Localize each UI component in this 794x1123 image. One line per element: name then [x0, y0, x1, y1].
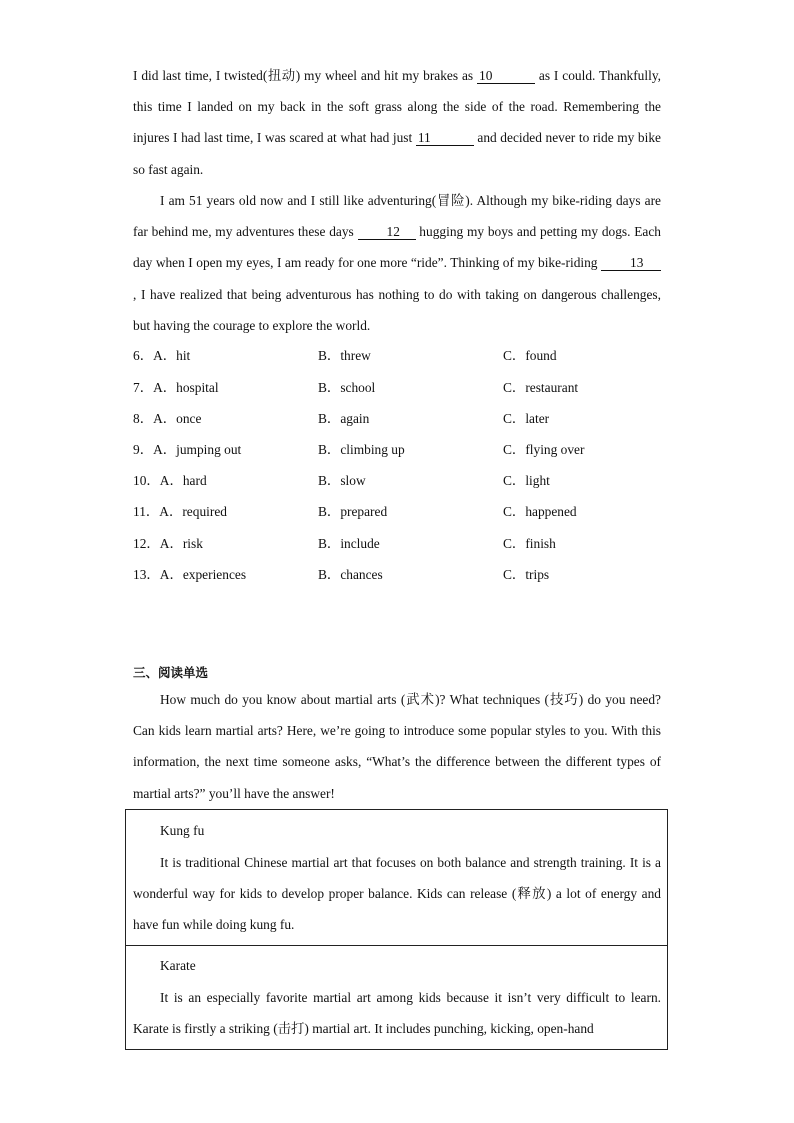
option-row-12 — [133, 532, 663, 556]
option-row-10 — [133, 469, 663, 493]
option-c[interactable]: C．found — [503, 348, 557, 363]
option-a[interactable]: 9．A．jumping out — [133, 442, 242, 457]
option-c[interactable]: C．finish — [503, 536, 556, 551]
option-a[interactable]: 7．A．hospital — [133, 380, 219, 395]
passage-text: , I have realized that being adventurous has nothing to do with taking on dangerous challenges, but having the courage to explore the world. — [133, 286, 661, 333]
option-b[interactable]: B．slow — [318, 473, 366, 488]
option-c[interactable]: C．restaurant — [503, 380, 579, 395]
option-row-7 — [133, 376, 663, 400]
passage-text: I did last time, I twisted(扭动) my wheel and hit my brakes as — [133, 68, 478, 83]
option-c[interactable]: C．flying over — [503, 442, 585, 457]
option-c[interactable]: C．light — [503, 473, 550, 488]
kungfu-title: Kung fu — [160, 823, 205, 838]
option-row-8 — [133, 407, 663, 431]
option-row-9 — [133, 438, 663, 462]
passage-paragraph-1 — [133, 60, 661, 185]
blank-11: 11 — [416, 130, 474, 146]
option-a[interactable]: 8．A．once — [133, 411, 202, 426]
blank-12: 12 — [358, 224, 416, 240]
karate-text: It is an especially favorite martial art among kids because it isn’t very difficult to learn. Karate is firstly a striking (击打) martial art. It includes punching, kicking, open-hand — [133, 990, 661, 1037]
option-a[interactable]: 11．A．required — [133, 504, 227, 519]
kungfu-text: It is traditional Chinese martial art that focuses on both balance and strength training. It is a wonderful way for kids to develop proper balance. Kids can release (释放) a lot of energy and have fun while doing kung fu. — [133, 855, 661, 933]
option-a[interactable]: 12．A．risk — [133, 536, 203, 551]
option-c[interactable]: C．trips — [503, 567, 550, 582]
option-b[interactable]: B．threw — [318, 348, 371, 363]
passage-text: hugging my boys and petting my dogs. Each day when I open my eyes, I am ready for one more “ride”. Thinking of my bike-riding — [133, 224, 662, 271]
option-b[interactable]: B．school — [318, 380, 376, 395]
passage-text: and decided never to ride my bike so fast again. — [133, 130, 661, 177]
passage-text: I am 51 years old now and I still like adventuring(冒险). Although my bike-riding days are far behind me, my adventures these days — [133, 193, 661, 240]
option-c[interactable]: C．happened — [503, 504, 577, 519]
option-b[interactable]: B．again — [318, 411, 370, 426]
option-a[interactable]: 10．A．hard — [133, 473, 207, 488]
option-a[interactable]: 13．A．experiences — [133, 567, 247, 582]
section-heading: 三、阅读单选 — [133, 665, 209, 680]
karate-title: Karate — [160, 958, 196, 973]
option-b[interactable]: B．prepared — [318, 504, 388, 519]
option-b[interactable]: B．include — [318, 536, 380, 551]
option-row-11 — [133, 500, 663, 524]
blank-10: 10 — [477, 68, 535, 84]
option-a[interactable]: 6．A．hit — [133, 348, 191, 363]
blank-13: 13 — [601, 255, 661, 271]
option-row-6 — [133, 344, 663, 368]
section-intro: How much do you know about martial arts (武术)? What techniques (技巧) do you need? Can kids learn martial arts? Here, we’re going to introduce some popular styles to you. With this information, the next time someone asks, “What’s the difference between the different types of martial arts?” you’ll have the answer! — [133, 692, 661, 801]
table-cell-kungfu — [125, 809, 668, 946]
option-b[interactable]: B．climbing up — [318, 442, 405, 457]
option-row-13 — [133, 563, 663, 587]
option-b[interactable]: B．chances — [318, 567, 383, 582]
table-cell-karate — [125, 945, 668, 1050]
option-c[interactable]: C．later — [503, 411, 550, 426]
passage-text: as I could. Thankfully, this time I landed on my back in the soft grass along the side of the road. Remembering the injures I had last time, I was scared at what had just — [133, 68, 661, 146]
passage-paragraph-2 — [133, 185, 661, 341]
